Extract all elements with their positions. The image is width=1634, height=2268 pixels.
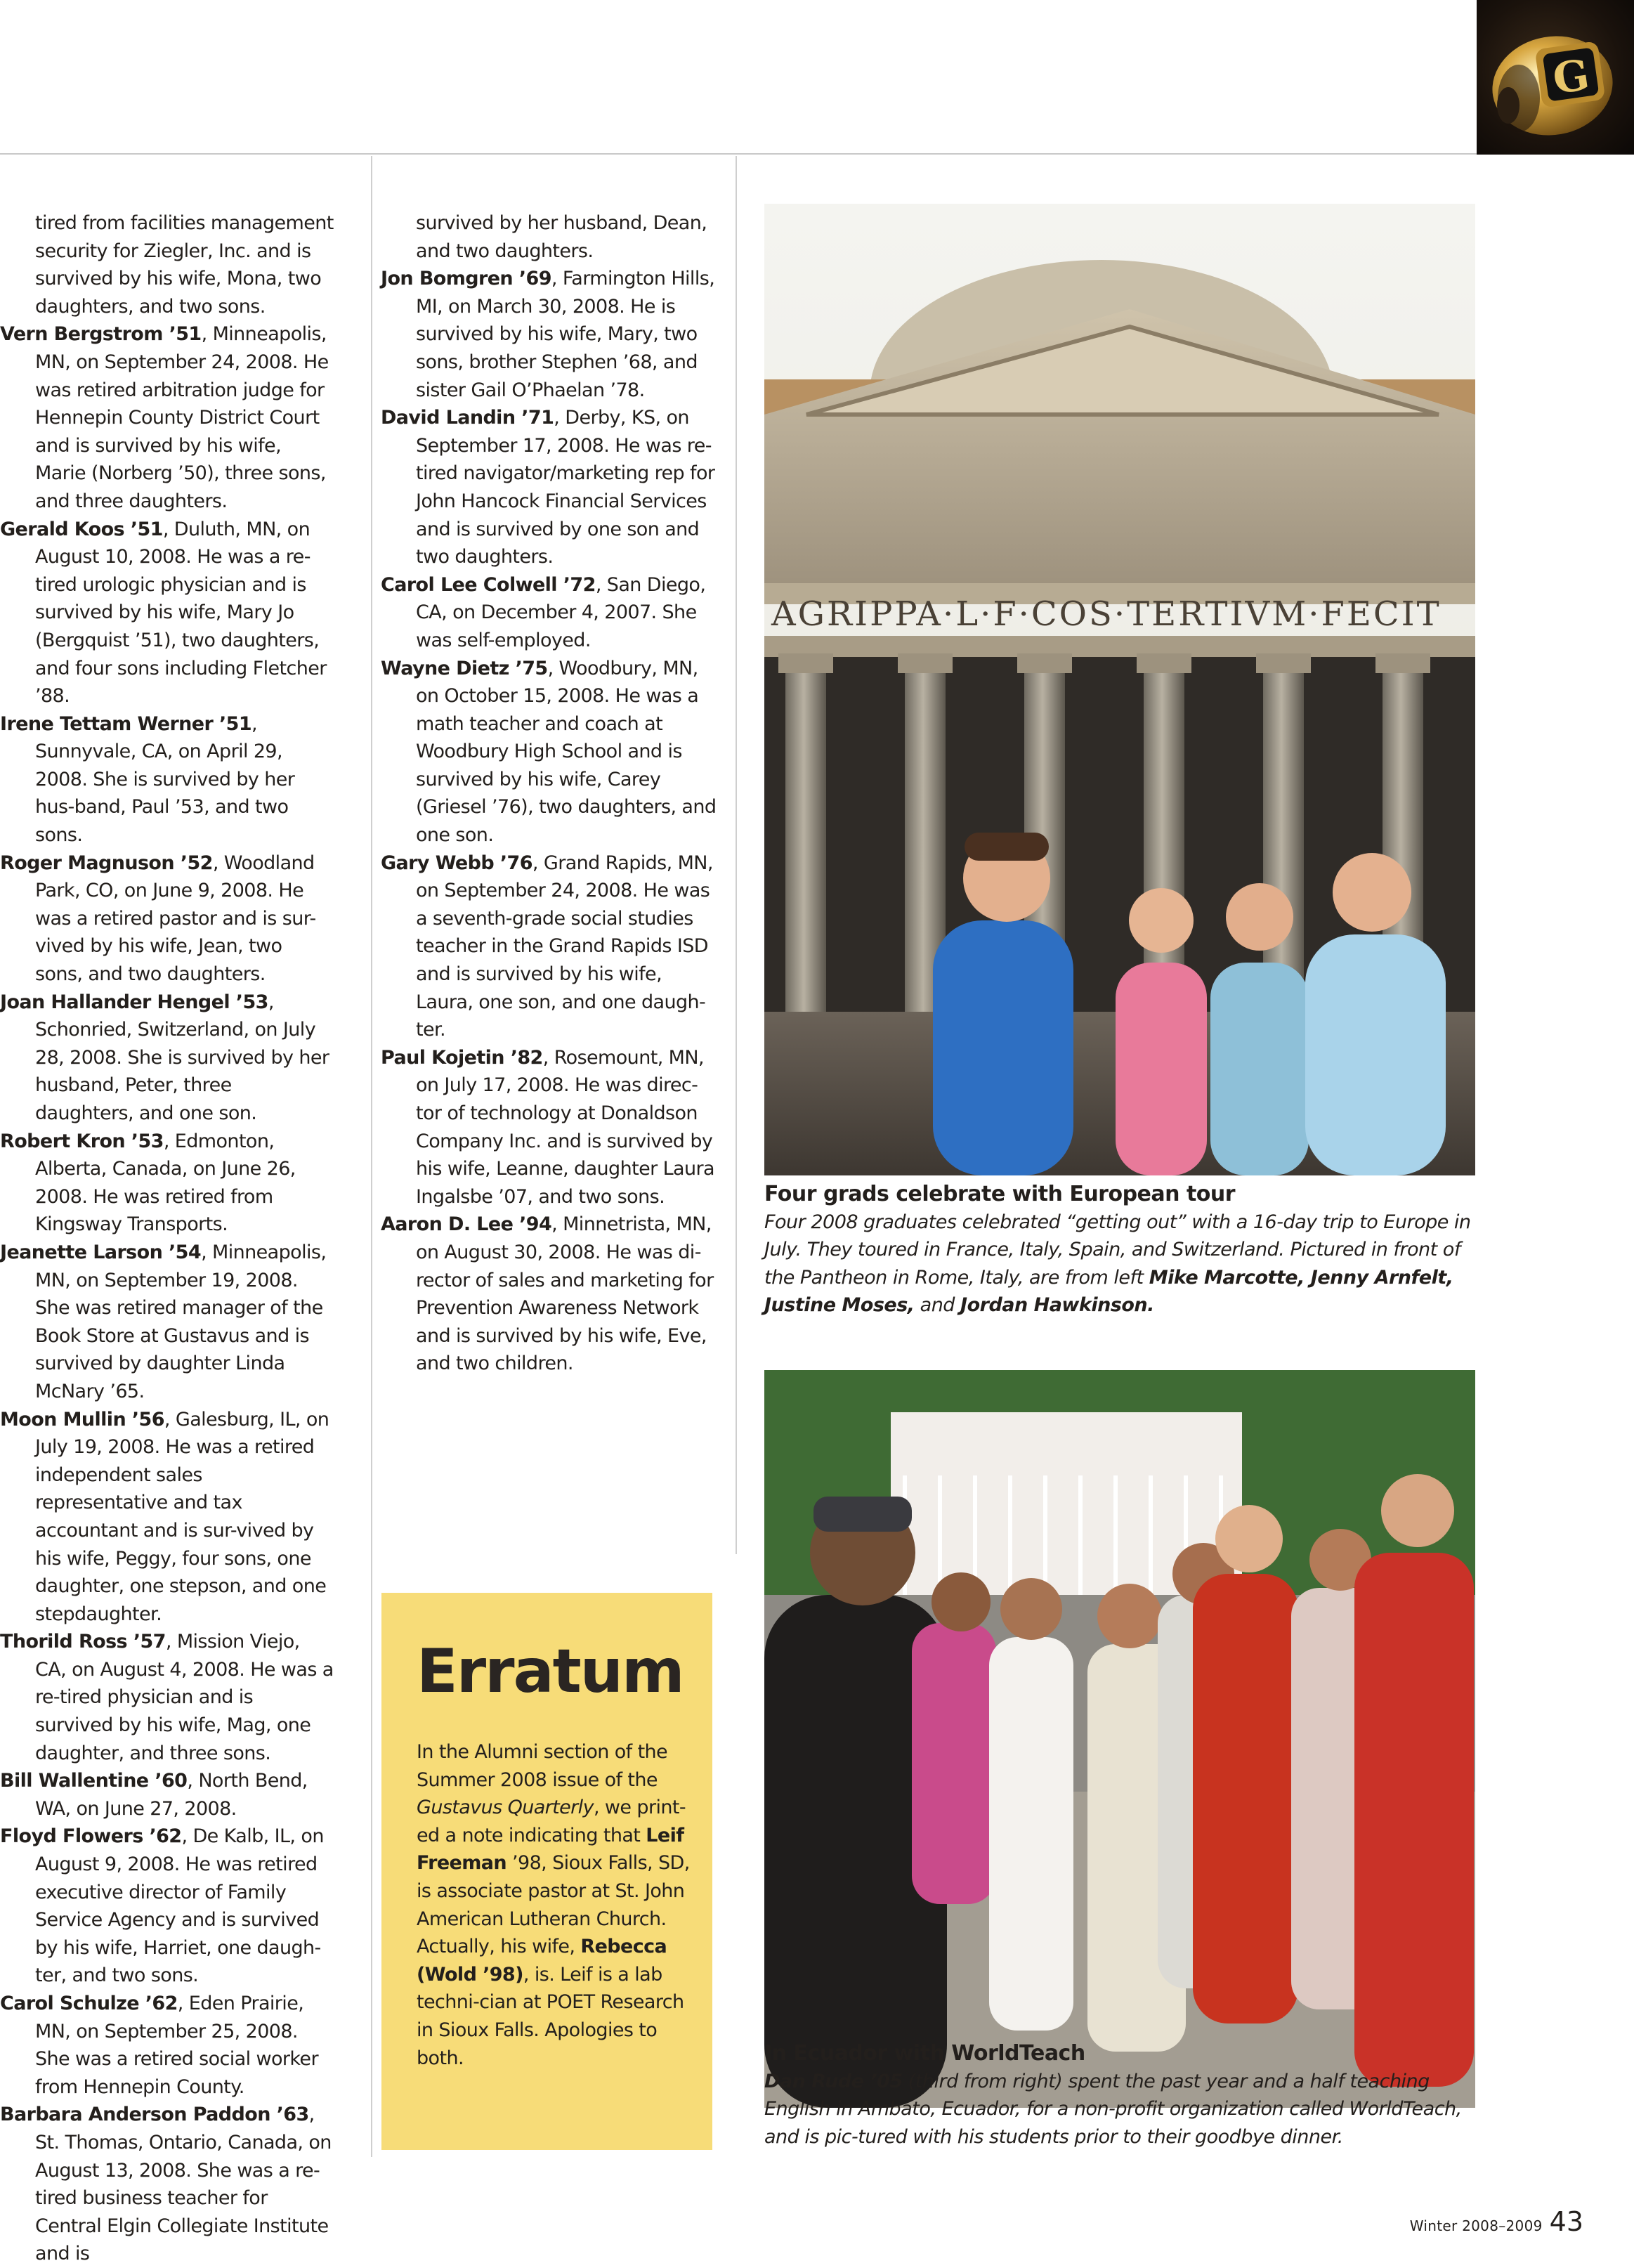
- obituary-entry: survived by her husband, Dean, and two daughters.: [416, 212, 707, 262]
- page-number: 43: [1549, 2206, 1583, 2237]
- obituary-entry: Floyd Flowers ’62, De Kalb, IL, on August 9, 2008. He was retired executive director of Family Service Agency and is survived by his wife, Harriet, one daugh-ter, and two sons.: [0, 1825, 324, 1987]
- erratum-box: [381, 1593, 712, 2150]
- pantheon-inscription: AGRIPPA·L·F·COS·TERTIVM·FECIT: [771, 594, 1442, 634]
- obituary-entry: Joan Hallander Hengel ’53, Schonried, Switzerland, on July 28, 2008. She is survived by her husband, Peter, three daughters, and one son.: [0, 991, 329, 1124]
- obituaries-column-1: [0, 209, 334, 2268]
- caption-text: Four 2008 graduates celebrated “getting out” with a 16-day trip to Europe in July. They toured in France, Italy, Spain, and Switzerland. Pictured in front of the Pantheon in Rome, Italy, are from left Mike Marcotte, Jenny Arnfelt, Justine Moses, and Jordan Hawkinson.: [764, 1211, 1471, 1317]
- header-rule: [0, 153, 1477, 155]
- obituary-entry: David Landin ’71, Derby, KS, on September 17, 2008. He was re-tired navigator/marketing rep for John Hancock Financial Services and is survived by one son and two daughters.: [381, 407, 715, 568]
- issue-label: Winter 2008–2009: [1409, 2217, 1543, 2234]
- obituary-entry: Robert Kron ’53, Edmonton, Alberta, Canada, on June 26, 2008. He was retired from Kingsway Transports.: [0, 1130, 296, 1236]
- erratum-title: Erratum: [417, 1636, 684, 1707]
- obituary-entry: Jeanette Larson ’54, Minneapolis, MN, on September 19, 2008. She was retired manager of the Book Store at Gustavus and is survived by daughter Linda McNary ’65.: [0, 1241, 327, 1402]
- obituary-entry: Carol Lee Colwell ’72, San Diego, CA, on December 4, 2007. She was self-employed.: [381, 573, 706, 651]
- pantheon-photo: [764, 204, 1475, 1175]
- caption-text: Dan Rude ’05 (third from right) spent the past year and a half teaching English in Ambato, Ecuador, for a non-profit organization called WorldTeach, and is pic-tured with his students prior to their goodbye dinner.: [764, 2070, 1462, 2148]
- obituary-entry: tired from facilities management security for Ziegler, Inc. and is survived by his wife, Mona, two daughters, and two sons.: [35, 212, 334, 318]
- column-divider: [736, 156, 737, 1554]
- caption-headline: In Ecuador with WorldTeach: [764, 2041, 1085, 2066]
- ring-letter: G: [1550, 50, 1593, 105]
- obituary-entry: Carol Schulze ’62, Eden Prairie, MN, on September 25, 2008. She was a retired social worker from Hennepin County.: [0, 1993, 318, 2098]
- class-ring-logo: [1477, 0, 1634, 155]
- ecuador-photo: [764, 1370, 1475, 2108]
- obituary-entry: Paul Kojetin ’82, Rosemount, MN, on July 17, 2008. He was direc-tor of technology at Donaldson Company Inc. and is survived by his wife, Leanne, daughter Laura Ingalsbe ’07, and two sons.: [381, 1046, 714, 1208]
- column-divider: [371, 156, 372, 2157]
- obituary-entry: Roger Magnuson ’52, Woodland Park, CO, on June 9, 2008. He was a retired pastor and is sur-vived by his wife, Jean, two sons, and two daughters.: [0, 852, 316, 986]
- obituary-entry: Bill Wallentine ’60, North Bend, WA, on June 27, 2008.: [0, 1770, 308, 1820]
- page-footer: [1410, 2206, 1583, 2237]
- pantheon-caption: [764, 1180, 1475, 1319]
- obituaries-column-2: [381, 209, 718, 1378]
- obituary-entry: Barbara Anderson Paddon ’63, St. Thomas, Ontario, Canada, on August 13, 2008. She was a re-tired business teacher for Central Elgin Collegiate Institute and is: [0, 2104, 332, 2265]
- obituary-entry: Gary Webb ’76, Grand Rapids, MN, on September 24, 2008. He was a seventh-grade social studies teacher in the Grand Rapids ISD and is survived by his wife, Laura, one son, and one daugh-ter.: [381, 852, 713, 1041]
- obituary-entry: Vern Bergstrom ’51, Minneapolis, MN, on September 24, 2008. He was retired arbitration judge for Hennepin County District Court and is survived by his wife, Marie (Norberg ’50), three sons, and three daughters.: [0, 323, 329, 512]
- obituary-entry: Irene Tettam Werner ’51, Sunnyvale, CA, on April 29, 2008. She is survived by her hus-band, Paul ’53, and two sons.: [0, 712, 295, 847]
- caption-headline: Four grads celebrate with European tour: [764, 1182, 1236, 1206]
- obituary-entry: Wayne Dietz ’75, Woodbury, MN, on October 15, 2008. He was a math teacher and coach at Woodbury High School and is survived by his wife, Carey (Griesel ’76), two daughters, and one son.: [381, 657, 717, 847]
- obituary-entry: Thorild Ross ’57, Mission Viejo, CA, on August 4, 2008. He was a re-tired physician and is survived by his wife, Mag, one daughter, and three sons.: [0, 1631, 334, 1764]
- obituary-entry: Moon Mullin ’56, Galesburg, IL, on July 19, 2008. He was a retired independent sales representative and tax accountant and is sur-vived by his wife, Peggy, four sons, one daughter, one stepson, and one stepdaughter.: [0, 1408, 329, 1625]
- obituary-entry: Gerald Koos ’51, Duluth, MN, on August 10, 2008. He was a re-tired urologic physician and is survived by his wife, Mary Jo (Bergquist ’51), two daughters, and four sons including Fletcher ’88.: [0, 518, 327, 708]
- obituary-entry: Jon Bomgren ’69, Farmington Hills, MI, on March 30, 2008. He is survived by his wife, Mary, two sons, brother Stephen ’68, and sister Gail O’Phaelan ’78.: [381, 268, 715, 401]
- obituary-entry: Aaron D. Lee ’94, Minnetrista, MN, on August 30, 2008. He was di-rector of sales and marketing for Prevention Awareness Network and is survived by his wife, Eve, and two children.: [381, 1213, 714, 1375]
- erratum-text: In the Alumni section of the Summer 2008 issue of the Gustavus Quarterly, we print-ed a note indicating that Leif Freeman ’98, Sioux Falls, SD, is associate pastor at St. John American Lutheran Church. Actually, his wife, Rebecca (Wold ’98), is. Leif is a lab techni-cian at POET Research in Sioux Falls. Apologies to both.: [417, 1741, 690, 2069]
- ecuador-caption: [764, 2040, 1475, 2151]
